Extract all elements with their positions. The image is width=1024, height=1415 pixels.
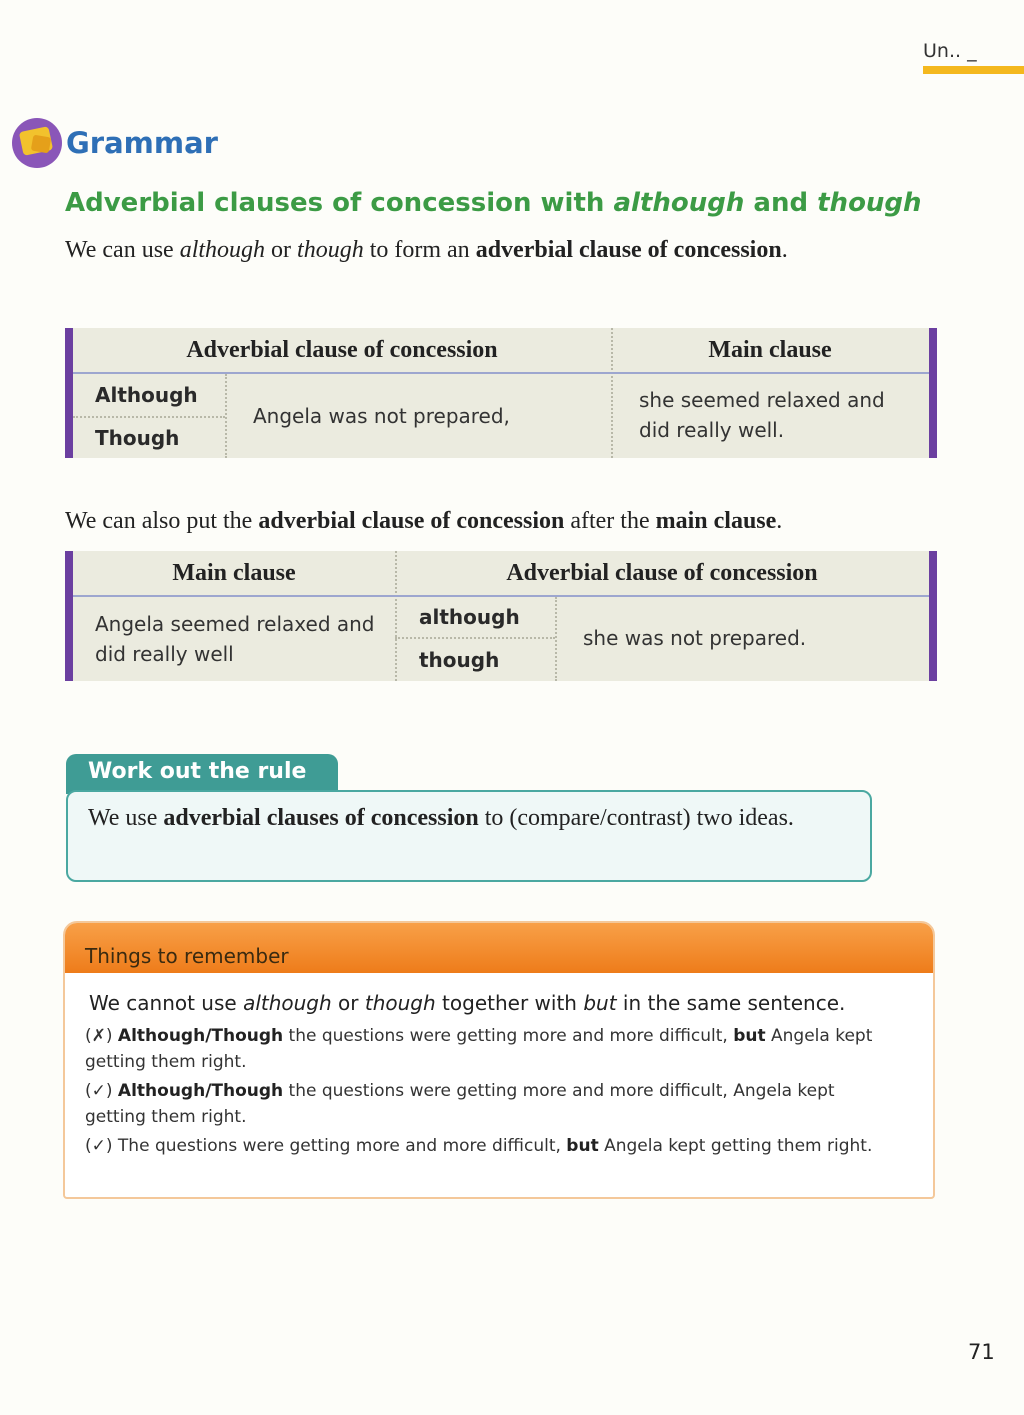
page-heading: [65, 188, 922, 218]
things-to-remember-box: [63, 921, 935, 1199]
unit-tab-bar: [923, 66, 1024, 74]
table2-conj-though: though: [419, 648, 500, 672]
check-mark-icon: (✓): [85, 1081, 113, 1101]
para2-text: .: [776, 508, 783, 534]
example-bold: Although/Though: [117, 1081, 284, 1101]
intro-text: We can use: [65, 237, 180, 263]
heading-word-although: although: [613, 188, 745, 218]
rule-text: to (compare/contrast) two ideas.: [478, 805, 794, 831]
table2-header-main: Main clause: [172, 560, 296, 586]
things-to-remember-header: [65, 923, 933, 973]
table1-clause: Angela was not prepared,: [253, 404, 510, 428]
rule-bold: adverbial clauses of concession: [163, 805, 479, 831]
remember-intro-though: though: [364, 991, 436, 1015]
heading-text: Adverbial clauses of concession with: [65, 188, 614, 218]
grammar-table-1: [65, 328, 937, 458]
things-to-remember-title: Things to remember: [85, 944, 289, 968]
puzzle-icon: [12, 118, 62, 168]
paragraph-2: [65, 505, 965, 538]
intro-though: though: [297, 237, 364, 263]
intro-text: .: [781, 237, 788, 263]
remember-example-2: [85, 1078, 895, 1130]
intro-text: or: [265, 237, 298, 263]
heading-word-though: though: [817, 188, 922, 218]
para2-text: We can also put the: [65, 508, 259, 534]
grammar-table-2: [65, 551, 937, 681]
unit-tab: [923, 40, 1024, 62]
table2-conj-although: although: [419, 605, 520, 629]
para2-text: after the: [564, 508, 656, 534]
intro-text: to form an: [363, 237, 476, 263]
intro-paragraph: [65, 234, 925, 267]
example-bold: Although/Though: [117, 1026, 284, 1046]
work-out-rule-text: [88, 802, 848, 835]
remember-intro-but: but: [583, 991, 617, 1015]
intro-bold: adverbial clause of concession: [475, 237, 782, 263]
remember-intro: [89, 991, 845, 1015]
example-text: the questions were getting more and more difficult, Angela kept getting them right.: [85, 1081, 835, 1127]
table2-main-line2: did really well: [95, 642, 234, 666]
heading-and: and: [744, 188, 818, 218]
para2-bold: adverbial clause of concession: [258, 508, 565, 534]
table1-main-line2: did really well.: [639, 418, 785, 442]
example-text: Angela kept getting them right.: [598, 1136, 873, 1156]
example-text: Angela kept getting them right.: [85, 1026, 873, 1072]
example-bold: but: [566, 1136, 599, 1156]
remember-intro-text: or: [331, 991, 365, 1015]
remember-example-3: [85, 1133, 895, 1159]
unit-tab-label: Un.. _: [923, 40, 977, 62]
table2-main-line1: Angela seemed relaxed and: [95, 612, 375, 636]
grammar-section-header: [12, 118, 218, 168]
remember-intro-text: together with: [435, 991, 584, 1015]
table2-header-adverbial: Adverbial clause of concession: [506, 560, 818, 586]
example-text: the questions were getting more and more difficult,: [283, 1026, 734, 1046]
table2-clause: she was not prepared.: [583, 626, 807, 650]
intro-although: although: [179, 237, 266, 263]
table1-header-adverbial: Adverbial clause of concession: [186, 337, 498, 363]
example-text: The questions were getting more and more difficult,: [117, 1136, 567, 1156]
work-out-rule-title: Work out the rule: [88, 759, 307, 784]
para2-bold: main clause: [655, 508, 777, 534]
table1-conj-although: Although: [95, 383, 198, 407]
remember-intro-text: We cannot use: [89, 991, 244, 1015]
table1-header-main: Main clause: [708, 337, 832, 363]
table1-main-line1: she seemed relaxed and: [639, 388, 885, 412]
table1-conj-though: Though: [95, 426, 180, 450]
check-mark-icon: (✓): [85, 1136, 113, 1156]
work-out-rule-tab: [66, 754, 338, 794]
section-title: Grammar: [66, 126, 218, 160]
cross-mark-icon: (✗): [85, 1026, 113, 1046]
page-number: 71: [968, 1340, 995, 1364]
remember-example-1: [85, 1023, 895, 1075]
rule-text: We use: [88, 805, 164, 831]
remember-intro-text: in the same sentence.: [616, 991, 846, 1015]
remember-intro-although: although: [243, 991, 332, 1015]
work-out-rule-box: [66, 790, 872, 882]
example-bold: but: [733, 1026, 766, 1046]
